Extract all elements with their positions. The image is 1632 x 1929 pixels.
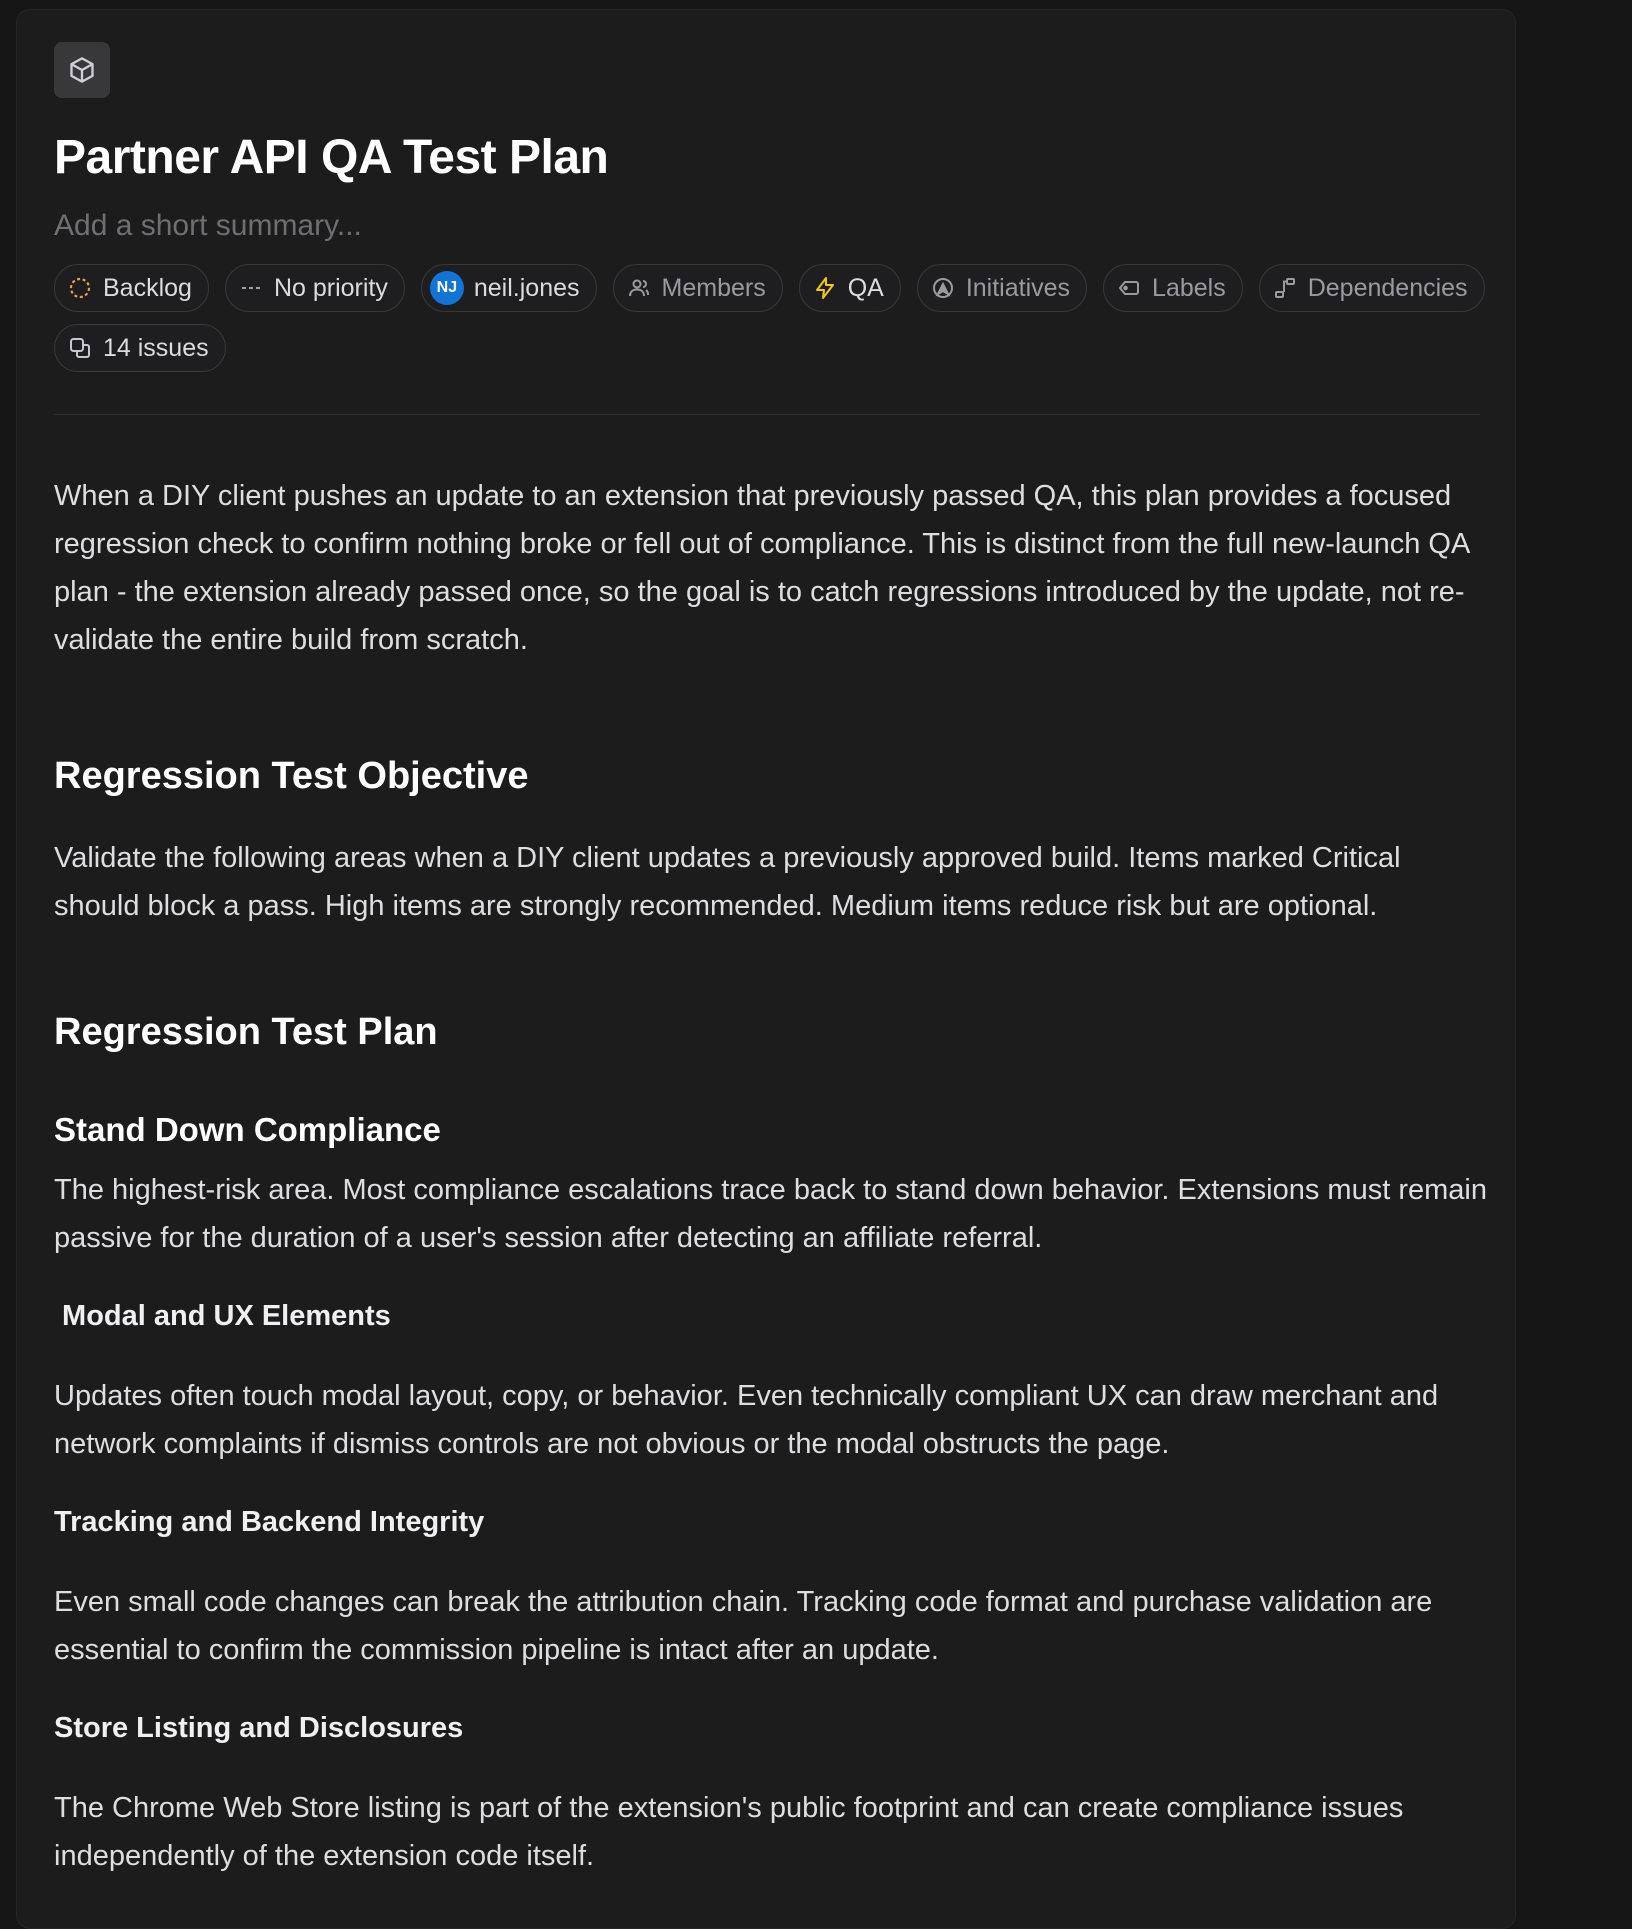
modal-paragraph: Updates often touch modal layout, copy, or behavior. Even technically compliant UX can draw merchant and network complaints if dismiss controls are not obvious or the modal obstructs the page. — [54, 1380, 1439, 1460]
avatar: NJ — [430, 271, 464, 305]
members-chip[interactable] — [613, 264, 783, 312]
lead-label: neil.jones — [473, 273, 580, 302]
standdown-heading: Stand Down Compliance — [54, 1111, 441, 1148]
standdown-paragraph: The highest-risk area. Most compliance escalations trace back to stand down behavior. Extensions must remain passive for the duration of a user's session after detecting an affiliate referral. — [54, 1174, 1487, 1254]
plan-heading: Regression Test Plan — [54, 1011, 438, 1053]
initiatives-icon — [930, 275, 956, 301]
dependencies-label: Dependencies — [1307, 273, 1468, 302]
tracking-heading: Tracking and Backend Integrity — [54, 1506, 485, 1538]
label-tag-icon — [1116, 275, 1142, 301]
status-label: Backlog — [103, 273, 192, 302]
labels-chip[interactable] — [1103, 264, 1243, 312]
dependencies-chip[interactable] — [1259, 264, 1485, 312]
team-chip[interactable] — [799, 264, 901, 312]
document-body[interactable] — [54, 472, 1494, 1880]
lead-chip[interactable] — [421, 264, 597, 312]
members-label: Members — [661, 273, 766, 302]
members-icon — [626, 275, 652, 301]
dependencies-icon — [1272, 275, 1298, 301]
backlog-status-icon — [67, 275, 93, 301]
lightning-icon — [812, 275, 838, 301]
tracking-paragraph: Even small code changes can break the attribution chain. Tracking code format and purchase validation are essential to confirm the commission pipeline is intact after an update. — [54, 1586, 1433, 1666]
priority-chip[interactable] — [225, 264, 405, 312]
intro-paragraph: When a DIY client pushes an update to an extension that previously passed QA, this plan provides a focused regression check to confirm nothing broke or fell out of compliance. This is distinct from the full new-launch QA plan - the extension already passed once, so the goal is to catch regressions introduced by the update, not re-validate the entire build from scratch. — [54, 480, 1469, 656]
initiatives-label: Initiatives — [965, 273, 1071, 302]
issues-icon — [67, 335, 93, 361]
properties-bar — [54, 264, 1494, 372]
labels-label: Labels — [1152, 273, 1226, 302]
team-label: QA — [847, 273, 884, 302]
divider — [54, 414, 1480, 415]
issues-label: 14 issues — [103, 333, 209, 362]
objective-heading: Regression Test Objective — [54, 755, 529, 797]
no-priority-icon — [238, 275, 264, 301]
store-paragraph: The Chrome Web Store listing is part of the extension's public footprint and can create compliance issues independently of the extension code itself. — [54, 1792, 1404, 1872]
project-panel — [16, 9, 1516, 1929]
issues-chip[interactable] — [54, 324, 226, 372]
summary-placeholder[interactable]: Add a short summary... — [54, 209, 362, 242]
project-title[interactable]: Partner API QA Test Plan — [54, 131, 609, 184]
cube-icon[interactable] — [54, 42, 110, 98]
store-heading: Store Listing and Disclosures — [54, 1712, 464, 1744]
initiatives-chip[interactable] — [917, 264, 1087, 312]
priority-label: No priority — [273, 273, 388, 302]
status-chip[interactable] — [54, 264, 209, 312]
modal-heading: Modal and UX Elements — [54, 1300, 391, 1332]
objective-paragraph: Validate the following areas when a DIY client updates a previously approved build. Items marked Critical should block a pass. High items are strongly recommended. Medium items reduce risk but are optional. — [54, 842, 1401, 922]
